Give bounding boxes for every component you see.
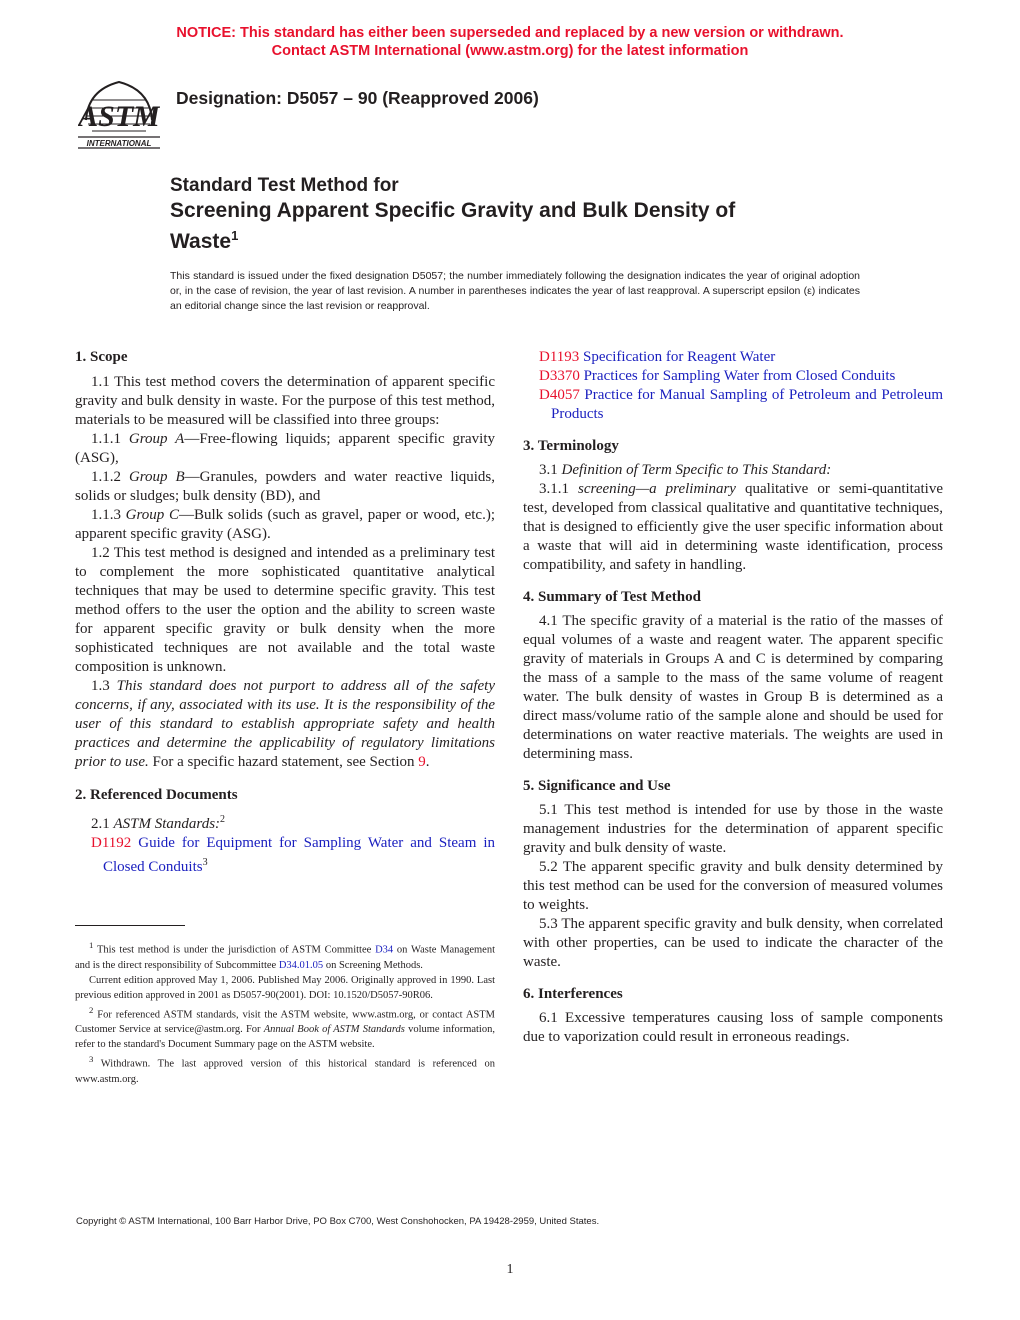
copyright: Copyright © ASTM International, 100 Barr Harbor Drive, PO Box C700, West Conshohocken, PA 19428-2959, United States. bbox=[76, 1216, 600, 1227]
page-number: 1 bbox=[506, 1262, 514, 1277]
d3370-title-link[interactable]: Practices for Sampling Water from Closed Conduits bbox=[583, 368, 896, 384]
ref-d1193 bbox=[523, 348, 943, 367]
para-1-1-2: 1.1.2 Group B—Granules, powders and water reactive liquids, solids or sludges; bulk density (BD), and bbox=[75, 469, 496, 504]
footnotes bbox=[75, 938, 495, 1087]
d1192-link[interactable]: D1192 bbox=[91, 835, 132, 851]
footnote-1: $^1$ This test method is under the jurisdiction of ASTM Committee D34 on Waste Management and is the direct responsibility of Subcommittee D34.01.05 on Screening Methods. bbox=[75, 940, 496, 971]
section-6-heading: 6. Interferences bbox=[523, 986, 623, 1002]
title-line-3 bbox=[170, 223, 870, 254]
designation: Designation: D5057 – 90 (Reapproved 2006) bbox=[176, 88, 539, 108]
section-9-link[interactable]: 9 bbox=[418, 754, 426, 770]
notice-line-2: Contact ASTM International (www.astm.org) for the latest information bbox=[271, 43, 749, 59]
para-1-1-3: 1.1.3 Group C—Bulk solids (such as gravel, paper or wood, etc.); apparent specific gravity (ASG). bbox=[75, 507, 495, 542]
notice-line-1: NOTICE: This standard has either been superseded and replaced by a new version or withdrawn. bbox=[176, 25, 844, 41]
logo-mark: ASTM bbox=[78, 100, 160, 133]
title-line-1: Standard Test Method for bbox=[170, 175, 399, 196]
footnote-2: $^2$ For referenced ASTM standards, visit the ASTM website, www.astm.org, or contact ASTM Customer Service at service@astm.org. For Annual Book of ASTM Standards volume information, refer to the standard's Document Summary page on the ASTM website. bbox=[75, 1004, 495, 1050]
d4057-title-link[interactable]: Practice for Manual Sampling of Petroleum and Petroleum Products bbox=[551, 387, 943, 422]
title-footnote-ref: 1 bbox=[231, 228, 239, 243]
title-line-2: Screening Apparent Specific Gravity and Bulk Density of bbox=[170, 199, 736, 222]
para-3-1-1: 3.1.1 screening—a preliminary qualitative or semi-quantitative test, developed from classical qualitative and quantitative techniques, that is designed to efficiently give the user specific information about a waste that will aid in determining waste identification, process compatibility, and safety in handling. bbox=[523, 481, 943, 573]
withdrawal-notice bbox=[0, 24, 1020, 60]
para-5-1: 5.1 This test method is intended for use by those in the waste management industries for the determination of apparent specific gravity and bulk density of waste. bbox=[523, 802, 943, 856]
title-waste: Waste bbox=[170, 230, 232, 253]
section-4-heading: 4. Summary of Test Method bbox=[523, 589, 701, 605]
section-5-heading: 5. Significance and Use bbox=[523, 778, 671, 794]
para-1-3: 1.3 This standard does not purport to address all of the safety concerns, if any, associated with its use. It is the responsibility of the user of this standard to establish appropriate safety and health practices and determine the applicability of regulatory limitations prior to use. For a specific hazard statement, see Section 9. bbox=[75, 678, 496, 770]
section-3-heading: 3. Terminology bbox=[523, 438, 619, 454]
footnote-1-edition: Current edition approved May 1, 2006. Published May 2006. Originally approved in 1990. Last previous edition approved in 2001 as D5057-90(2001). DOI: 10.1520/D5057-90R06. bbox=[75, 974, 495, 1001]
d3370-link[interactable]: D3370 bbox=[539, 368, 580, 384]
para-1-2: 1.2 This test method is designed and intended as a preliminary test to complement the more sophisticated quantitative analytical techniques that may be used to determine specific gravity. This test method offers to the user the option and the ability to screen waste for apparent specific gravity or bulk density when the more sophisticated techniques are not available and the total waste composition is unknown. bbox=[75, 545, 495, 675]
para-5-3: 5.3 The apparent specific gravity and bulk density, when correlated with other properties, can be used to indicate the character of the waste. bbox=[523, 916, 943, 970]
para-1-1: 1.1 This test method covers the determination of apparent specific gravity and bulk density in waste. For the purpose of this test method, materials to be measured will be classified into three groups: bbox=[75, 374, 495, 428]
para-2-1: 2.1 ASTM Standards:$^2$ bbox=[91, 814, 226, 832]
left-column bbox=[75, 348, 495, 877]
ref-d3370 bbox=[523, 367, 943, 386]
d4057-link[interactable]: D4057 bbox=[539, 387, 580, 403]
issuance-statement: This standard is issued under the fixed designation D5057; the number immediately following the designation indicates the year of original adoption or, in the case of revision, the year of last revision. A number in parentheses indicates the year of last reapproval. A superscript epsilon (ε) indicates an editorial change since the last revision or reapproval. bbox=[170, 270, 860, 312]
footnote-3: $^3$ Withdrawn. The last approved version of this historical standard is referenced on www.astm.org. bbox=[75, 1054, 495, 1085]
section-1-heading: 1. Scope bbox=[75, 349, 128, 365]
astm-logo bbox=[78, 76, 160, 150]
footnote-divider bbox=[75, 925, 185, 926]
para-1-1-1: 1.1.1 Group A—Free-flowing liquids; apparent specific gravity (ASG), bbox=[75, 431, 495, 466]
d1192-title-link[interactable]: Guide for Equipment for Sampling Water and Steam in Closed Conduits bbox=[103, 835, 496, 875]
para-4-1: 4.1 The specific gravity of a material is the ratio of the masses of equal volumes of a waste and reagent water. The apparent specific gravity of materials in Groups A and C is determined by comparing the mass of a sample to the mass of the same volume of reagent water. The bulk density of wastes in Group B is determined as a direct mass/volume ratio of the sample alone and should be used for determinations on water reactive materials. The weights are used in determining mass. bbox=[523, 613, 943, 762]
d34-01-05-link[interactable]: D34.01.05 bbox=[278, 959, 324, 971]
d1193-title-link[interactable]: Specification for Reagent Water bbox=[583, 349, 776, 365]
para-3-1: 3.1 Definition of Term Specific to This Standard: bbox=[539, 462, 832, 478]
logo-subtitle: INTERNATIONAL bbox=[86, 139, 152, 148]
d1193-link[interactable]: D1193 bbox=[539, 349, 580, 365]
ref-d1192: D1192 Guide for Equipment for Sampling Water and Steam in Closed Conduits$^3$ bbox=[91, 835, 496, 875]
document-title bbox=[170, 174, 870, 254]
ref-d4057 bbox=[523, 386, 943, 424]
para-5-2: 5.2 The apparent specific gravity and bulk density determined by this test method can be used for the conversion of measured volumes to weights. bbox=[523, 859, 943, 913]
d34-link[interactable]: D34 bbox=[375, 944, 394, 956]
right-column bbox=[523, 348, 943, 1047]
para-6-1: 6.1 Excessive temperatures causing loss of sample components due to vaporization could result in erroneous readings. bbox=[523, 1010, 943, 1045]
section-2-heading: 2. Referenced Documents bbox=[75, 787, 238, 803]
